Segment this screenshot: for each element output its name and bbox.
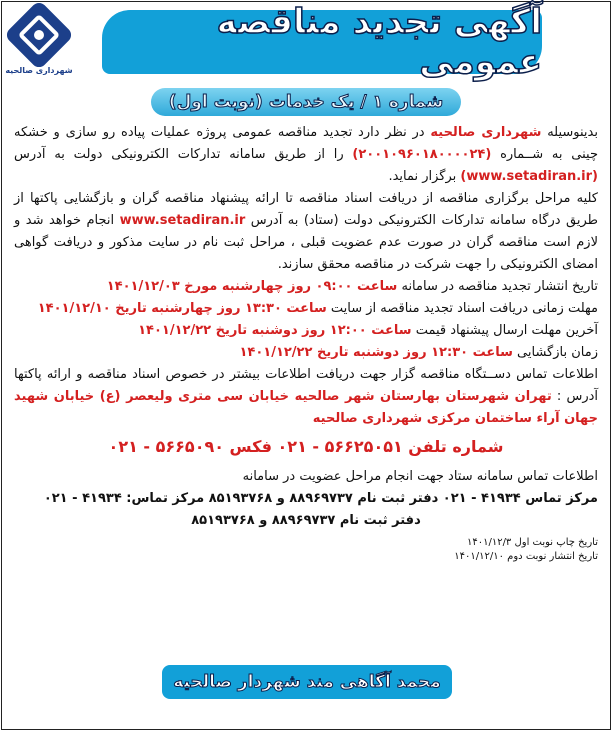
signature-banner	[162, 665, 452, 699]
contact-info	[14, 364, 598, 430]
notice-subtitle: شماره ۱ / یک خدمات (نوبت اول)	[151, 88, 461, 116]
setad-contact-line-1: مرکز تماس ۴۱۹۳۴ - ۰۲۱ دفتر ثبت نام ۸۸۹۶۹۷۳۷ و ۸۵۱۹۳۷۶۸ مرکز تماس: ۴۱۹۳۴ - ۰۲۱	[43, 491, 598, 506]
setad-contact-line-2: دفتر ثبت نام ۸۸۹۶۹۷۳۷ و ۸۵۱۹۳۷۶۸	[191, 513, 421, 528]
print-date-second: تاریخ انتشار نوبت دوم ۱۴۰۱/۱۲/۱۰	[454, 551, 598, 562]
intro-text-c: را از طریق سامانه تدارکات الکترونیکی دولت به آدرس	[14, 147, 344, 162]
setad-intro: اطلاعات تماس سامانه ستاد جهت انجام مراحل عضویت در سامانه	[242, 469, 598, 484]
date-documents-value: ساعت ۱۳:۳۰ روز چهارشنبه تاریخ ۱۴۰۱/۱۲/۱۰	[37, 301, 327, 316]
municipality-logo	[5, 6, 73, 76]
intro-text-b: در نظر دارد تجدید مناقصه عمومی پروژه عملیات پیاده رو سازی و خشکه چینی به شــماره	[14, 125, 598, 162]
date-submission-label: آخرین مهلت ارسال پیشنهاد قیمت	[415, 323, 598, 338]
title-banner	[102, 2, 542, 82]
signature-text: محمد آگاهی مند شهردار صالحیه	[173, 672, 441, 692]
setad-url[interactable]: (www.setadiran.ir)	[460, 169, 598, 184]
contact-info-text: اطلاعات تماس دســتگاه مناقصه گزار جهت دریافت اطلاعات بیشتر در خصوص اسناد مناقصه و ارائه پاکتها آدرس :	[14, 367, 599, 404]
date-publish-value: ساعت ۰۹:۰۰ روز چهارشنبه مورخ ۱۴۰۱/۱۲/۰۳	[106, 279, 398, 294]
logo-caption: شهرداری صالحیه	[5, 66, 73, 75]
date-opening-value: ساعت ۱۲:۳۰ روز دوشنبه تاریخ ۱۴۰۱/۱۲/۲۲	[239, 345, 513, 360]
process-text-a: کلیه مراحل برگزاری مناقصه از دریافت اسناد مناقصه تا ارائه پیشنهاد مناقصه گران و بازگشایی پاکتها از طریق درگاه سامانه تدارکات الکترونیکی دولت (ستاد) به آدرس	[14, 191, 598, 228]
date-publish-label: تاریخ انتشار تجدید مناقصه در سامانه	[401, 279, 598, 294]
subtitle-wrap	[2, 88, 610, 116]
date-documents	[14, 298, 598, 320]
intro-text-d: برگزار نماید.	[388, 169, 457, 184]
organization-name: شهرداری صالحیه	[430, 125, 542, 140]
tender-notice	[1, 1, 611, 730]
header	[2, 2, 610, 84]
intro-text-a: بدینوسیله	[547, 125, 598, 140]
tender-number: (۲۰۰۱۰۹۶۰۱۸۰۰۰۰۲۴)	[352, 147, 492, 162]
notice-title: آگهی تجدید مناقصه عمومی	[216, 2, 542, 82]
date-publish	[14, 276, 598, 298]
logo-emblem-icon	[4, 0, 75, 70]
setad-url-2[interactable]: www.setadiran.ir	[119, 213, 246, 228]
date-submission-value: ساعت ۱۲:۰۰ روز دوشنبه تاریخ ۱۴۰۱/۱۲/۲۲	[138, 323, 412, 338]
paragraph-process	[14, 188, 598, 276]
print-date-first: تاریخ چاپ نوبت اول ۱۴۰۱/۱۲/۳	[466, 537, 598, 548]
notice-body	[2, 116, 610, 532]
date-opening-label: زمان بازگشایی	[517, 345, 598, 360]
contact-address: تهران شهرستان بهارستان شهر صالحیه خیابان سی متری ولیعصر (ع) خیابان شهید جهان آراء ساختمان مرکزی شهرداری صالحیه	[14, 389, 598, 426]
date-opening	[14, 342, 598, 364]
print-dates	[2, 532, 610, 564]
paragraph-intro	[14, 122, 598, 188]
phone-fax-line: شماره تلفن ۵۶۶۲۵۰۵۱ - ۰۲۱ فکس ۵۶۶۵۰۹۰ - ۰۲۱	[108, 437, 504, 456]
date-documents-label: مهلت زمانی دریافت اسناد تجدید مناقصه از سایت	[330, 301, 598, 316]
date-submission	[14, 320, 598, 342]
process-text-b: انجام خواهد شد و لازم است مناقصه گران در صورت عدم عضویت قبلی ، مراحل ثبت نام در سایت مذکور و دریافت گواهی امضای الکترونیکی را جهت شرکت در مناقصه محقق سازند.	[14, 213, 598, 272]
